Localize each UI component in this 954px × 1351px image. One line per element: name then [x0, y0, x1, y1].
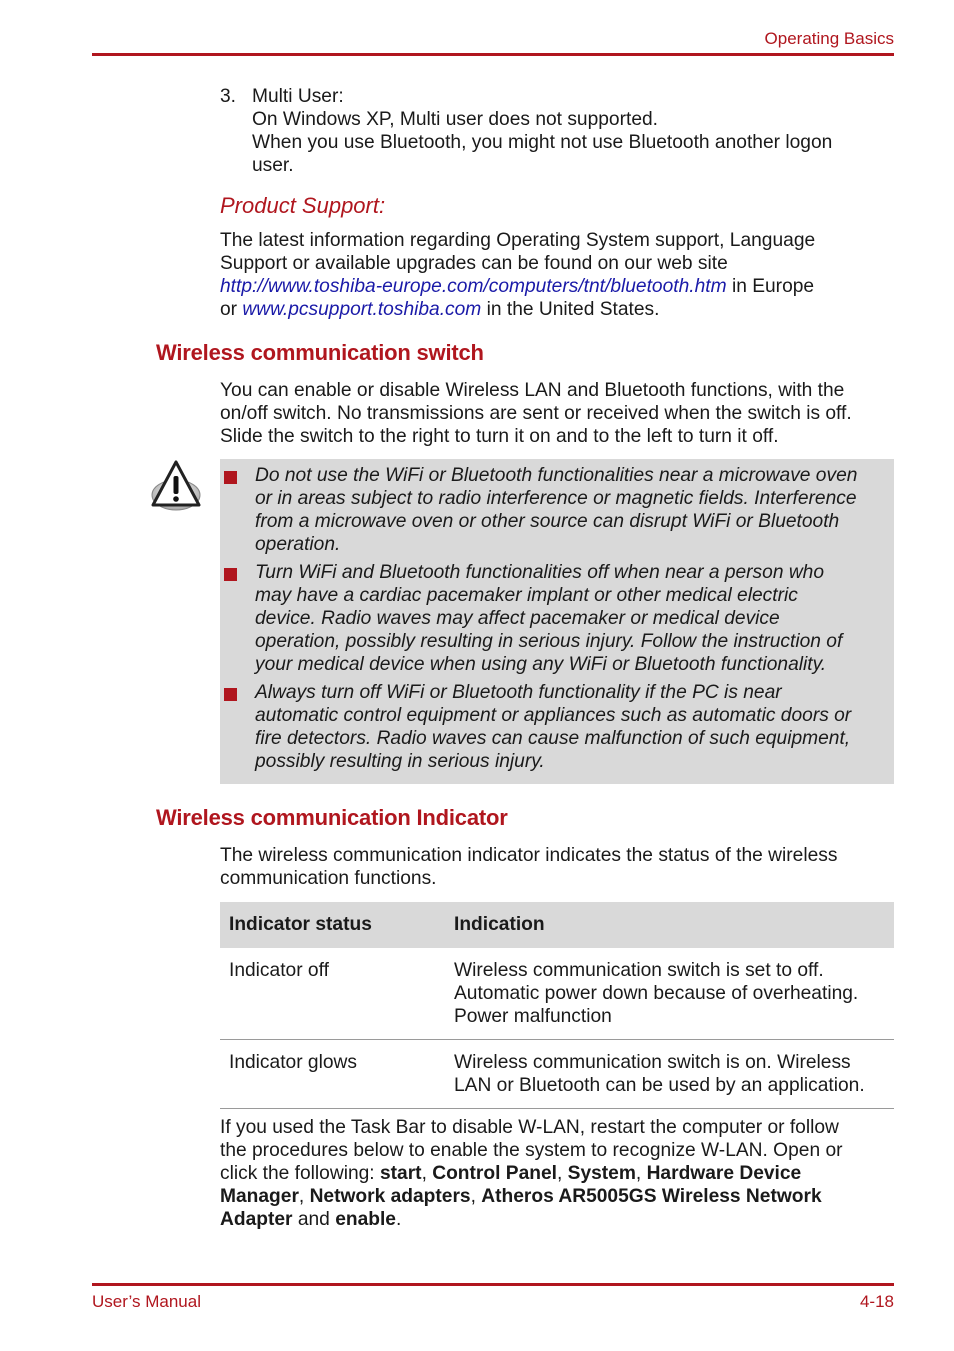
table-cell-indication: [454, 1051, 894, 1097]
paragraph-line: Support or available upgrades can be found on our web site: [220, 253, 728, 274]
text: ,: [635, 1163, 647, 1184]
list-line: Multi User:: [252, 86, 344, 107]
warning-line: from a microwave oven or other source can disrupt WiFi or Bluetooth: [255, 511, 840, 532]
warning-line: or in areas subject to radio interference or magnetic fields. Interference: [255, 488, 857, 509]
list-line: When you use Bluetooth, you might not use Bluetooth another logon: [252, 132, 833, 153]
text: ,: [421, 1163, 433, 1184]
footer-manual-title: User’s Manual: [92, 1292, 201, 1311]
paragraph-line: [220, 1185, 900, 1208]
heading-wireless-switch: Wireless communication switch: [156, 340, 484, 365]
warning-line: Do not use the WiFi or Bluetooth functionalities near a microwave oven: [255, 465, 858, 486]
warning-line: operation.: [255, 534, 341, 555]
menu-term: start: [379, 1163, 422, 1184]
paragraph-line: the procedures below to enable the system to recognize W-LAN. Open or: [220, 1140, 843, 1161]
warning-line: Turn WiFi and Bluetooth functionalities off when near a person who: [255, 562, 825, 583]
paragraph-line: Slide the switch to the right to turn it on and to the left to turn it off.: [220, 426, 779, 447]
link-us[interactable]: www.pcsupport.toshiba.com: [242, 299, 482, 320]
menu-term: Network adapters: [309, 1186, 471, 1207]
footer-page-number: 4-18: [859, 1292, 894, 1311]
paragraph-line: [220, 1162, 900, 1185]
text: click the following:: [220, 1163, 380, 1184]
warning-line: device. Radio waves may affect pacemaker or medical device: [255, 608, 780, 629]
bullet-square-icon: [224, 688, 237, 701]
text: and: [292, 1209, 336, 1230]
list-line: On Windows XP, Multi user does not supported.: [252, 109, 658, 130]
paragraph-line: If you used the Task Bar to disable W-LAN, restart the computer or follow: [220, 1117, 839, 1138]
cell-line: Wireless communication switch is on. Wireless: [454, 1052, 851, 1073]
bullet-square-icon: [224, 471, 237, 484]
paragraph-line: [220, 1208, 900, 1231]
link-europe[interactable]: http://www.toshiba-europe.com/computers/tnt/bluetooth.htm: [220, 276, 727, 297]
paragraph-line: You can enable or disable Wireless LAN and Bluetooth functions, with the: [220, 380, 845, 401]
list-number: 3.: [220, 86, 237, 107]
menu-term: Hardware Device: [646, 1163, 802, 1184]
bullet-square-icon: [224, 568, 237, 581]
column-header: Indicator status: [229, 914, 372, 935]
warning-line: Always turn off WiFi or Bluetooth functionality if the PC is near: [255, 682, 782, 703]
warning-line: possibly resulting in serious injury.: [255, 751, 545, 772]
text-or: or: [220, 299, 243, 320]
table-cell-status: Indicator glows: [229, 1052, 357, 1073]
text: ,: [298, 1186, 310, 1207]
paragraph-line: The latest information regarding Operating System support, Language: [220, 230, 816, 251]
table-cell-status: Indicator off: [229, 960, 329, 981]
warning-line: automatic control equipment or appliances such as automatic doors or: [255, 705, 852, 726]
list-line: user.: [252, 155, 294, 176]
table-cell-indication: [454, 959, 894, 1028]
table-divider: [220, 1039, 894, 1040]
section-header: Operating Basics: [764, 29, 894, 48]
warning-box: [220, 459, 894, 784]
footer-rule: [92, 1283, 894, 1286]
cell-line: LAN or Bluetooth can be used by an application.: [454, 1075, 865, 1096]
list-item-multi-user: [220, 85, 900, 177]
text: ,: [556, 1163, 568, 1184]
indicator-intro: [220, 844, 900, 890]
menu-term: Atheros AR5005GS Wireless Network: [481, 1186, 822, 1207]
warning-item: [220, 561, 894, 676]
wireless-switch-paragraph: [220, 379, 900, 448]
paragraph-line: The wireless communication indicator indicates the status of the wireless: [220, 845, 838, 866]
heading-wireless-indicator: Wireless communication Indicator: [156, 805, 508, 830]
table-divider: [220, 1108, 894, 1109]
paragraph-line: communication functions.: [220, 868, 437, 889]
cell-line: Automatic power down because of overheating.: [454, 983, 859, 1004]
warning-item: [220, 464, 894, 556]
menu-term: System: [567, 1163, 636, 1184]
table-header-row: [220, 902, 894, 948]
text-in-us: in the United States.: [481, 299, 660, 320]
paragraph-line: on/off switch. No transmissions are sent or received when the switch is off.: [220, 403, 852, 424]
cell-line: Power malfunction: [454, 1006, 612, 1027]
text: ,: [470, 1186, 482, 1207]
menu-term: Manager: [220, 1186, 299, 1207]
warning-line: your medical device when using any WiFi or Bluetooth functionality.: [255, 654, 827, 675]
warning-triangle-icon: [150, 459, 202, 513]
text-in-europe: in Europe: [726, 276, 815, 297]
menu-term: Control Panel: [432, 1163, 557, 1184]
warning-item: [220, 681, 894, 773]
column-header: Indication: [454, 914, 545, 935]
menu-term: enable: [335, 1209, 396, 1230]
product-support-paragraph: [220, 229, 900, 321]
wlan-note-paragraph: [220, 1116, 900, 1231]
cell-line: Wireless communication switch is set to off.: [454, 960, 824, 981]
warning-line: operation, possibly resulting in serious injury. Follow the instruction of: [255, 631, 843, 652]
paragraph-line: [220, 298, 900, 321]
text: .: [395, 1209, 402, 1230]
warning-line: fire detectors. Radio waves can cause malfunction of such equipment,: [255, 728, 851, 749]
menu-term: Adapter: [220, 1209, 293, 1230]
header-rule: [92, 53, 894, 56]
warning-line: may have a cardiac pacemaker implant or other medical electric: [255, 585, 798, 606]
paragraph-line: [220, 275, 900, 298]
product-support-title: Product Support:: [220, 193, 386, 218]
